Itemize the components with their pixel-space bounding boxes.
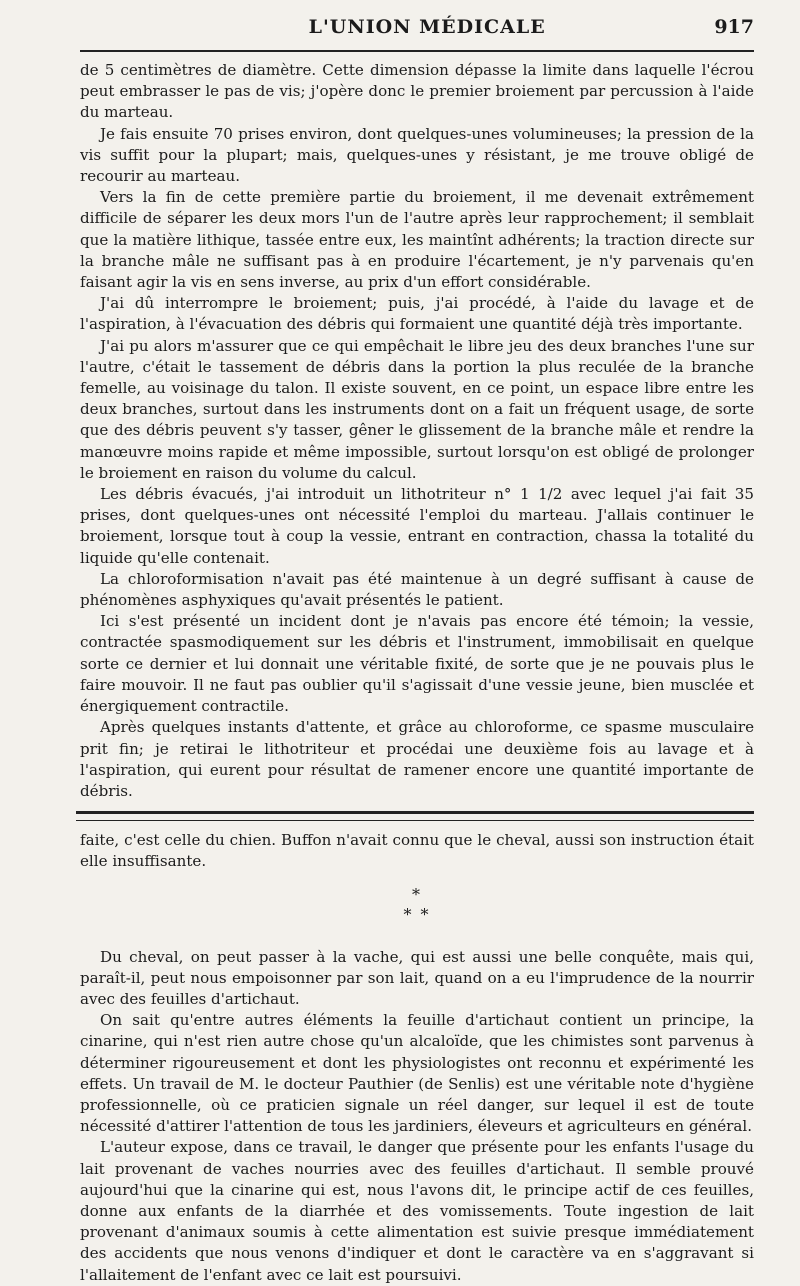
bottom-feuilleton-section <box>80 830 754 1286</box>
paragraph: La chloroformisation n'avait pas été maintenue à un degré suffisant à cause de phénomènes asphyxiques qu'avait présentés le patient. <box>80 569 754 610</box>
paragraph: J'ai dû interrompre le broiement; puis, j'ai procédé, à l'aide du lavage et de l'aspiration, à l'évacuation des débris qui formaient une quantité déjà très importante. <box>80 294 754 334</box>
header-rule <box>80 50 754 52</box>
asterism: * * * <box>403 884 431 924</box>
paragraph: Après quelques instants d'attente, et grâce au chloroforme, ce spasme musculaire prit fin; je retirai le lithotriteur et procédai une deuxième fois au lavage et à l'aspiration, qui eurent pour résultat de ramener encore une quantité importante de débris. <box>80 718 754 800</box>
running-head: L'UNION MÉDICALE <box>308 16 546 38</box>
paragraph: On sait qu'entre autres éléments la feuille d'artichaut contient un principe, la cinarine, qui n'est rien autre chose qu'un alcaloïde, que les chimistes sont parvenus à déterminer rigoureusement et dont les physiologistes ont reconnu et expérimenté les effets. Un travail de M. le docteur Pauthier (de Senlis) est une véritable note d'hygiène professionnelle, où ce praticien signale un réel danger, sur lequel il est de toute nécessité d'attirer l'attention de tous les jardiniers, éleveurs et agriculteurs en général. <box>80 1011 754 1136</box>
continuation-paragraph: faite, c'est celle du chien. Buffon n'avait connu que le cheval, aussi son instruction était elle insuffisante. <box>80 831 754 871</box>
paragraph: J'ai pu alors m'assurer que ce qui empêchait le libre jeu des deux branches l'une sur l'autre, c'était le tassement de débris dans la portion la plus reculée de la branche femelle, au voisinage du talon. Il existe souvent, en ce point, un espace libre entre les deux branches, surtout dans les instruments dont on a fait un fréquent usage, de sorte que des débris peuvent s'y tasser, gêner le glissement de la branche mâle et rendre la manœuvre moins rapide et même impossible, surtout lorsqu'on est obligé de prolonger le broiement en raison du volume du calcul. <box>80 336 754 482</box>
paragraph: Ici s'est présenté un incident dont je n'avais pas encore été témoin; la vessie, contractée spasmodiquement sur les débris et l'instrument, immobilisait en quelque sorte ce dernier et lui donnait une véritable fixité, de sorte que je ne pouvais plus le faire mouvoir. Il ne faut pas oublier qu'il s'agissait d'une vessie jeune, bien musclée et énergiquement contractile. <box>80 612 754 716</box>
section-divider <box>76 811 754 821</box>
paragraph: L'auteur expose, dans ce travail, le danger que présente pour les enfants l'usage du lait provenant de vaches nourries avec des feuilles d'artichaut. Il semble prouvé aujourd'hui que la cinarine qui est, nous l'avons dit, le principe actif de ces feuilles, donne aux enfants de la diarrhée et des vomissements. Toute ingestion de lait provenant d'animaux soumis à cette alimentation est suivie presque immédiatement des accidents que nous venons d'indiquer et dont le caractère va en s'aggravant si l'allaitement de l'enfant avec ce lait est poursuivi. <box>80 1138 754 1284</box>
paragraph: Les débris évacués, j'ai introduit un lithotriteur n° 1 1/2 avec lequel j'ai fait 35 prises, dont quelques-unes ont nécessité l'emploi du marteau. J'allais continuer le broiement, lorsque tout à coup la vessie, entrant en contraction, chassa la totalité du liquide qu'elle contenait. <box>80 485 754 567</box>
paragraph: de 5 centimètres de diamètre. Cette dimension dépasse la limite dans laquelle l'écrou peut embrasser le pas de vis; j'opère donc le premier broiement par percussion à l'aide du marteau. <box>80 61 754 122</box>
paragraph: Je fais ensuite 70 prises environ, dont quelques-unes volumineuses; la pression de la vis suffit pour la plupart; mais, quelques-unes y résistant, je me trouve obligé de recourir au marteau. <box>80 124 754 186</box>
top-article-section <box>80 60 754 802</box>
page-number: 917 <box>714 16 754 38</box>
paragraph: Du cheval, on peut passer à la vache, qui est aussi une belle conquête, mais qui, paraît-il, peut nous empoisonner par son lait, quand on a eu l'imprudence de la nourrir avec des feuilles d'artichaut. <box>80 947 754 1008</box>
page-header <box>80 16 754 46</box>
paragraph: Vers la fin de cette première partie du broiement, il me devenait extrêmement difficile de séparer les deux mors l'un de l'autre après leur rapprochement; il semblait que la matière lithique, tassée entre eux, les maintînt adhérents; la traction directe sur la branche mâle ne suffisant pas à en produire l'écartement, je n'y parvenais qu'en faisant agir la vis en sens inverse, au prix d'un effort considérable. <box>80 188 754 292</box>
